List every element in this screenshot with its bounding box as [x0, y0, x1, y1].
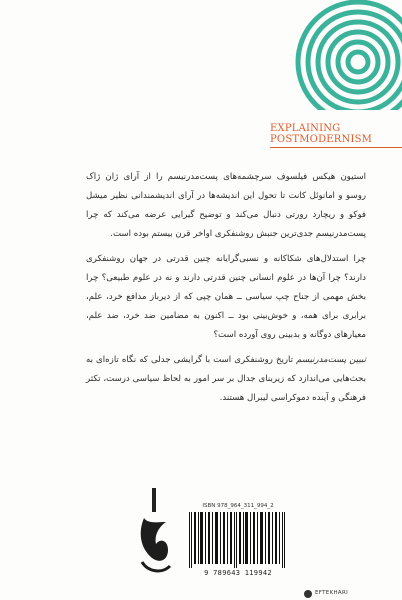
series-title — [270, 123, 400, 145]
publisher-logo — [130, 488, 178, 576]
publisher-icon — [304, 590, 312, 598]
barcode-block — [183, 503, 293, 579]
title-underline — [270, 147, 402, 148]
publisher-mark — [304, 590, 374, 600]
series-title-line-1: EXPLAINING — [270, 123, 341, 134]
book-title-inline: تبیین پست‌مدرنیسم — [296, 355, 367, 365]
publisher-name: EFTEKHARI — [315, 590, 349, 596]
blurb-paragraph-2: چرا استدلال‌های شکاکانه و نسبی‌گرایانه چنین قدرتی در جهان روشنفکری دارند؟ چرا آن‌ها در علوم انسانی چنین قدرتی دارند و نه در علوم طبیعی؟ چرا بخش مهمی از جناح چپ سیاسی ــ همان چپی که از دیرباز مدافع خرد، علم، برابری برای همه، و خوش‌بینی بود ــ اکنون به مضامین ضد خرد، ضد علم، معیارهای دوگانه و بدبینی روی آورده است؟ — [86, 254, 366, 340]
isbn-label: ISBN 978_964_311_994_2 — [202, 503, 274, 509]
blurb-paragraph-3 — [86, 351, 366, 408]
blurb — [86, 168, 366, 414]
blurb-paragraph-1: استیون هیکس فیلسوف سرچشمه‌های پست‌مدرنیسم را از آرای ژان ژاک روسو و امانوئل کانت تا تحول این اندیشه‌ها در آرای اندیشمندانی نظیر میشل فوکو و ریچارد رورتی دنبال می‌کند و توضیح گیرایی عرضه می‌کند که چرا پست‌مدرنیسم جدی‌ترین جنبش روشنفکری اواخر قرن بیستم بوده است. — [86, 172, 366, 239]
series-title-line-2: POSTMODERNISM — [270, 134, 373, 145]
blurb-paragraph-3-text: تاریخ روشنفکری است با گرایشی جدلی که نگاه تازه‌ای به بحث‌هایی می‌اندازد که زیربنای جدال بر سر امور به لحاظ سیاسی درست، تکثر فرهنگی و آینده دموکراسی لیبرال هستند. — [86, 355, 366, 403]
concentric-rings-graphic — [262, 0, 402, 110]
barcode — [187, 512, 289, 568]
isbn-number: 9 789643 119942 — [204, 569, 272, 577]
